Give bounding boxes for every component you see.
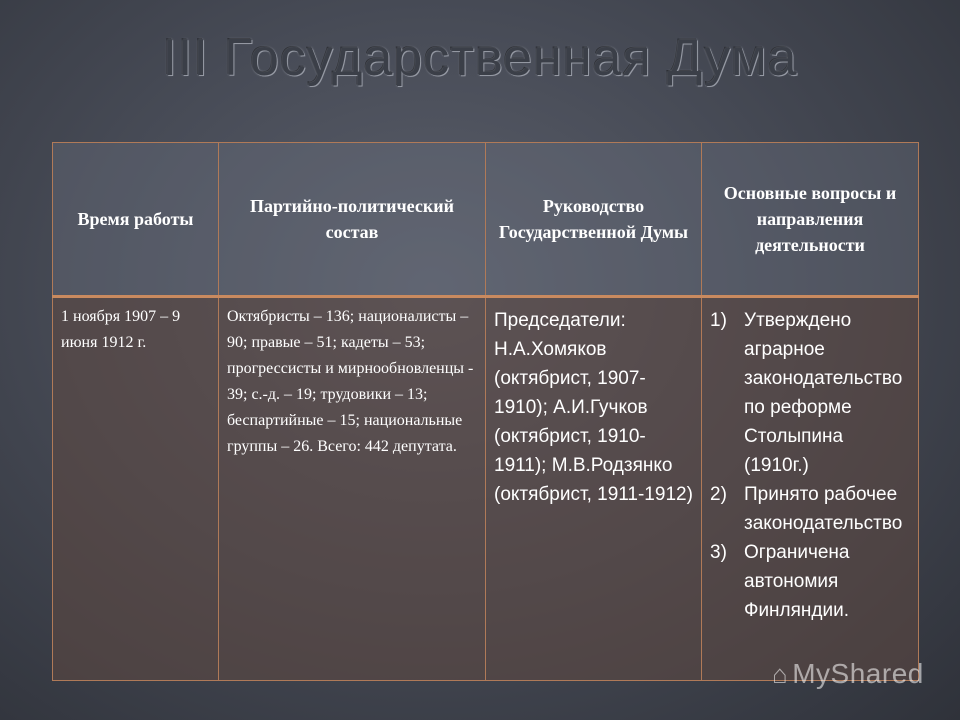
table-row bbox=[53, 297, 919, 681]
header-directions: Основные вопросы и направления деятельности bbox=[702, 143, 919, 297]
item-text: Утверждено аграрное законодательство по реформе Столыпина (1910г.) bbox=[744, 310, 903, 476]
cell-time: 1 ноября 1907 – 9 июня 1912 г. bbox=[53, 297, 219, 681]
item-number: 1) bbox=[710, 310, 727, 331]
directions-list bbox=[710, 306, 910, 625]
header-leadership: Руководство Государственной Думы bbox=[486, 143, 702, 297]
item-number: 3) bbox=[710, 542, 727, 563]
list-item bbox=[710, 480, 910, 538]
item-text: Ограничена автономия Финляндии. bbox=[744, 542, 850, 621]
myshared-logo-icon: ⌂ bbox=[772, 659, 789, 689]
item-text: Принято рабочее законодательство bbox=[744, 484, 903, 534]
cell-composition: Октябристы – 136; националисты – 90; правые – 51; кадеты – 53; прогрессисты и мирнообновленцы - 39; с.-д. – 19; трудовики – 13; беспартийные – 15; национальные группы – 26. Всего: 442 депутата. bbox=[219, 297, 486, 681]
list-item bbox=[710, 306, 910, 480]
item-number: 2) bbox=[710, 484, 727, 505]
slide-title: III Государственная Дума bbox=[162, 29, 798, 87]
header-row bbox=[53, 143, 919, 297]
watermark-text: MyShared bbox=[792, 658, 924, 689]
header-composition: Партийно-политический состав bbox=[219, 143, 486, 297]
cell-directions bbox=[702, 297, 919, 681]
header-time: Время работы bbox=[53, 143, 219, 297]
list-item bbox=[710, 538, 910, 625]
duma-table bbox=[52, 142, 919, 681]
watermark bbox=[772, 658, 924, 690]
cell-leadership: Председатели: Н.А.Хомяков (октябрист, 1907-1910); А.И.Гучков (октябрист, 1910-1911); М.В.Родзянко (октябрист, 1911-1912) bbox=[486, 297, 702, 681]
